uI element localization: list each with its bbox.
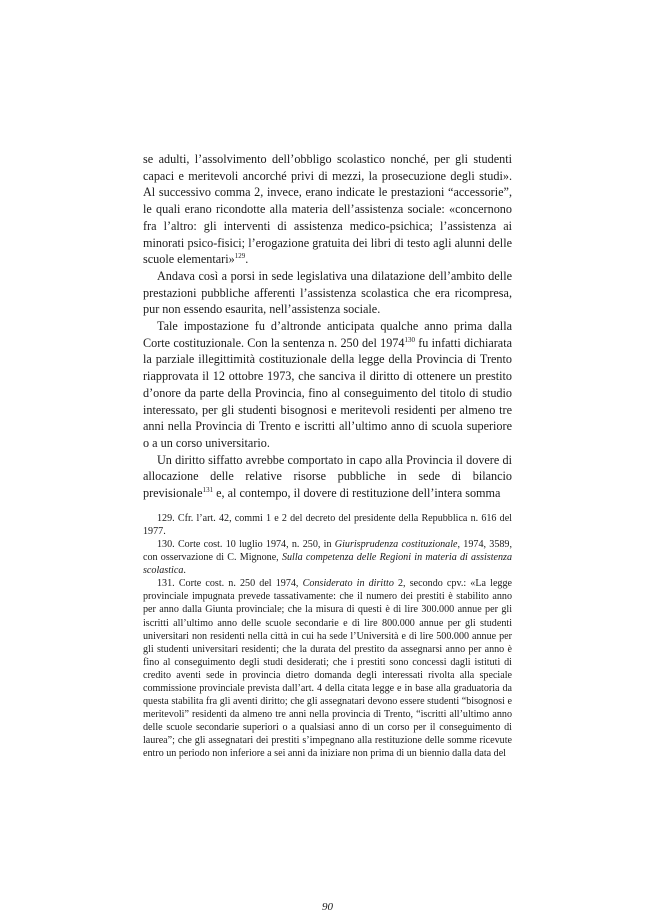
paragraph-4-text-end: e, al contempo, il dovere di restituzione dell’intera somma (213, 486, 501, 501)
article-title: Sulla competenza delle Regioni in materia di assistenza scolastica (143, 552, 512, 577)
page (143, 151, 513, 913)
section-title: Considerato in diritto (302, 578, 394, 590)
paragraph-3-text-end: fu infatti dichiarata la parziale illegittimità costituzionale della legge della Provincia di Trento riapprovata il 12 ottobre 1973, che sanciva il diritto di ottenere un prestito d’onore da parte della Provincia, fino al conseguimento del titolo di studio interessato, per gli studenti bisognosi e meritevoli residenti per almeno tre anni nella Provincia di Trento e iscritti all’ultimo anno di scuola superiore o a un corso universitario. (143, 335, 513, 450)
paragraph-4-text-start: Un diritto siffatto avrebbe comportato in capo alla Provincia il dovere di allocazione delle relative risorse pubbliche in sede di bilancio previsionale (143, 452, 512, 501)
footnote-text: Cfr. l’art. 42, commi 1 e 2 del decreto del presidente della Repubblica n. 616 del 1977. (143, 512, 512, 537)
paragraph-1-text: se adulti, l’assolvimento dell’obbligo scolastico nonché, per gli studenti capaci e meritevoli ancorché privi di mezzi, la prosecuzione degli studi». Al successivo comma 2, invece, erano indicate le prestazioni “accessorie”, le quali erano ricondotte alla materia dell’assistenza sociale: «concernono fra l’altro: gli interventi di assistenza medico-psichica; l’assistenza ai minorati psico-fisici; l’erogazione gratuita dei libri di testo agli alunni delle scuole elementari» (143, 152, 512, 267)
footnote-text: Corte cost. n. 250 del 1974, (178, 578, 303, 590)
footnote-ref-129[interactable]: 129 (234, 252, 246, 261)
page-number: 90 (322, 901, 333, 913)
footnote-130 (143, 538, 512, 577)
paragraph-4 (143, 452, 512, 502)
paragraph-1-end: . (245, 252, 249, 267)
footnote-129 (143, 512, 512, 538)
paragraph-2: Andava così a porsi in sede legislativa una dilatazione dell’ambito delle prestazioni pubbliche afferenti l’assistenza scolastica che era ricompresa, pur non essendo esaurita, nell’assistenza sociale. (143, 268, 512, 317)
footnote-text: , 1974, 3589, con osservazione di C. Mignone, (143, 538, 513, 564)
footnote-number: 131. (157, 578, 175, 590)
footnote-text: 2, secondo cpv.: «La legge provinciale impugnata prevede tassativamente: che il numero dei prestiti è stabilito anno per anno dalla Giunta provinciale; che la misura di questi è di lire 300.000 annue per gli iscritti all’ultimo anno delle scuole secondarie e di lire 800.000 annue per gli studenti universitari non residenti nella città in cui ha sede l’Università e di lire 500.000 annue per gli studenti universitari residenti; che la durata del prestito da assegnarsi anno per anno è fino al conseguimento degli studi desiderati; che i prestiti sono concessi dagli istituti di credito aventi sede in provincia dietro domanda degli interessati rivolta alla speciale commissione provinciale prevista dall’art. 4 della citata legge e in base alla graduatoria da questa stabilita fra gli aventi diritto; che gli assegnatari devono essere studenti “bisognosi e meritevoli” residenti da almeno tre anni nella provincia di Trento, “iscritti all’ultimo anno delle scuole secondarie superiori o a qualsiasi anno di un corso per il conseguimento di laurea”; che gli assegnatari dei prestiti s’impegnano alla restituzione delle somme ricevute entro un periodo non inferiore a sei anni da iniziare non prima di un biennio dalla data del (143, 578, 512, 760)
paragraph-1 (143, 151, 512, 268)
footnote-131 (143, 577, 512, 760)
journal-title: Giurisprudenza costituzionale (334, 538, 458, 550)
footnote-number: 129. (157, 512, 175, 524)
footnote-number: 130. (157, 538, 175, 550)
paragraph-3-text-start: Tale impostazione fu d’altronde anticipata qualche anno prima dalla Corte costituzionale. Con la sentenza n. 250 del 1974 (143, 319, 512, 350)
footnote-text: . (183, 565, 186, 577)
paragraph-3 (143, 318, 512, 452)
footnotes (143, 512, 512, 761)
footnote-ref-131[interactable]: 131 (202, 486, 214, 494)
footnote-ref-130[interactable]: 130 (404, 335, 415, 344)
body-text (143, 151, 512, 502)
footnote-text: Corte cost. 10 luglio 1974, n. 250, in (177, 538, 335, 550)
